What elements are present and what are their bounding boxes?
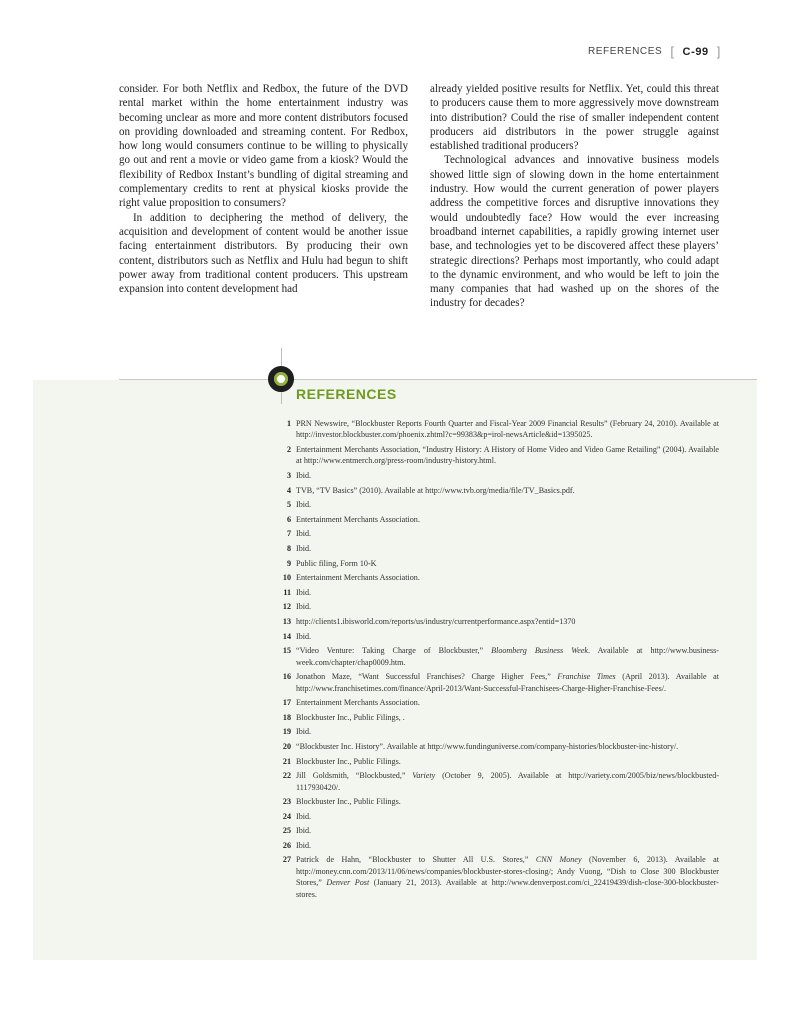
reference-text-segment: Patrick de Hahn, “Blockbuster to Shutter All U.S. Stores,”: [296, 855, 536, 865]
reference-text-segment: “Video Venture: Taking Charge of Blockbuster,”: [296, 646, 492, 656]
reference-text: [296, 485, 719, 496]
page-number: C-99: [682, 45, 709, 58]
running-head-bracket-left: [: [670, 44, 675, 59]
reference-text: [296, 444, 719, 467]
reference-number: 6: [286, 514, 291, 524]
reference-number: 24: [282, 811, 291, 821]
reference-item: [281, 470, 719, 481]
reference-item: [281, 697, 719, 708]
reference-number: 12: [282, 602, 291, 612]
reference-item: [281, 756, 719, 767]
body-paragraph: consider. For both Netflix and Redbox, the future of the DVD rental market within the home entertainment industry was becoming unclear as more and more content distributors focused on providing downloaded and streaming content. For Redbox, how long would consumers continue to be willing to physically go out and rent a movie or video game from a kiosk? Would the flexibility of Redbox Instant’s bundling of digital streaming and complementary credits to rent at physical kiosks provide the right value proposition to consumers?: [119, 83, 408, 210]
reference-text: [296, 514, 719, 525]
reference-number: 17: [282, 698, 291, 708]
reference-item: [281, 840, 719, 851]
reference-text: [296, 558, 719, 569]
reference-number: 27: [282, 855, 291, 865]
reference-text-segment: Blockbuster Inc., Public Filings.: [296, 756, 401, 766]
reference-item: [281, 418, 719, 441]
reference-number: 1: [286, 419, 291, 428]
reference-number: 7: [286, 529, 291, 539]
reference-text: [296, 543, 719, 554]
references-heading: REFERENCES: [296, 386, 397, 402]
reference-item: [281, 854, 719, 900]
reference-text-segment: Ibid.: [296, 811, 312, 821]
reference-number: 8: [286, 543, 291, 553]
body-column-right: [430, 82, 719, 311]
reference-item: [281, 601, 719, 612]
reference-text-segment: Blockbuster Inc., Public Filings.: [296, 797, 401, 807]
reference-text-segment: Jonathon Maze, “Want Successful Franchises? Charge Higher Fees,”: [296, 672, 558, 682]
reference-text: [296, 741, 719, 752]
reference-text-segment: Ibid.: [296, 840, 312, 850]
reference-text-segment: Ibid.: [296, 602, 312, 612]
reference-text-segment: Ibid.: [296, 727, 312, 737]
reference-text: [296, 796, 719, 807]
reference-text-segment: Entertainment Merchants Association.: [296, 573, 420, 583]
reference-number: 23: [282, 797, 291, 807]
body-paragraph: In addition to deciphering the method of delivery, the acquisition and development of content would be another issue facing entertainment distributors. By producing their own content, distributors such as Netflix and Hulu had begun to shift power away from traditional content producers. This upstream expansion into content development had: [119, 211, 408, 296]
reference-source-title: Variety: [412, 771, 436, 781]
reference-text-segment: Ibid.: [296, 587, 312, 597]
reference-text: [296, 840, 719, 851]
reference-text-segment: (November 6, 2013). Available at http://money.cnn.com/2013/11/06/news/companies/blockbuster-stores-closing/; Andy Vuong, “Dish to Close 300 Blockbuster Stores,”: [296, 855, 719, 888]
reference-source-title: Denver Post: [326, 878, 370, 888]
reference-number: 9: [286, 558, 291, 568]
reference-number: 14: [282, 631, 291, 641]
reference-item: [281, 671, 719, 694]
reference-source-title: CNN Money: [535, 855, 582, 865]
reference-text-segment: Ibid.: [296, 631, 312, 641]
reference-number: 20: [282, 741, 291, 751]
reference-item: [281, 587, 719, 598]
reference-source-title: Bloomberg Business Week: [491, 646, 589, 656]
body-column-left: [119, 82, 408, 296]
reference-item: [281, 543, 719, 554]
reference-number: 10: [282, 573, 291, 583]
reference-text-segment: . Available at http://www.business-week.com/chapter/chap0009.htm.: [296, 646, 719, 667]
reference-text: [296, 712, 719, 723]
references-list: [281, 418, 719, 903]
reference-text: [296, 418, 719, 441]
reference-number: 3: [286, 471, 291, 480]
reference-item: [281, 499, 719, 510]
reference-number: 16: [282, 672, 291, 682]
reference-text: [296, 645, 719, 668]
reference-text: [296, 572, 719, 583]
reference-item: [281, 616, 719, 627]
reference-text-segment: Ibid.: [296, 826, 312, 836]
reference-text: [296, 470, 719, 481]
reference-item: [281, 770, 719, 793]
reference-text: [296, 587, 719, 598]
reference-item: [281, 645, 719, 668]
reference-item: [281, 514, 719, 525]
reference-text: [296, 631, 719, 642]
reference-number: 13: [282, 616, 291, 626]
running-head-section: REFERENCES: [587, 46, 663, 57]
reference-text: [296, 697, 719, 708]
reference-text-segment: Ibid.: [296, 543, 312, 553]
reference-number: 18: [282, 712, 291, 722]
reference-item: [281, 485, 719, 496]
reference-text-segment: Entertainment Merchants Association.: [296, 698, 420, 708]
references-divider: [119, 379, 757, 380]
reference-text-segment: Public filing, Form 10-K: [296, 558, 377, 568]
reference-text-segment: Blockbuster Inc., Public Filings, .: [296, 712, 405, 722]
reference-text: [296, 811, 719, 822]
reference-text-segment: http://clients1.ibisworld.com/reports/us/industry/currentperformance.aspx?entid=1370: [296, 616, 576, 626]
reference-text: [296, 671, 719, 694]
reference-item: [281, 726, 719, 737]
reference-item: [281, 811, 719, 822]
reference-number: 4: [286, 485, 291, 495]
reference-item: [281, 825, 719, 836]
reference-number: 26: [282, 840, 291, 850]
references-ring-icon: [268, 366, 294, 392]
reference-text-segment: “Blockbuster Inc. History”. Available at http://www.fundinguniverse.com/company-histories/blockbuster-inc-history/.: [296, 741, 679, 751]
reference-text: [296, 825, 719, 836]
reference-text-segment: Ibid.: [296, 500, 312, 510]
reference-number: 21: [282, 756, 291, 766]
reference-text-segment: Jill Goldsmith, “Blockbusted,”: [296, 771, 413, 781]
reference-text: [296, 499, 719, 510]
reference-item: [281, 712, 719, 723]
reference-source-title: Franchise Times: [557, 672, 616, 682]
reference-number: 25: [282, 826, 291, 836]
reference-number: 11: [283, 587, 291, 597]
reference-item: [281, 572, 719, 583]
reference-text: [296, 601, 719, 612]
reference-text-segment: Entertainment Merchants Association.: [296, 514, 420, 524]
reference-text-segment: (April 2013). Available at http://www.franchisetimes.com/finance/April-2013/Want-Successful-Franchisees-Charge-Higher-Franchise-Fees/.: [296, 672, 720, 693]
reference-number: 15: [282, 646, 291, 656]
body-paragraph: Technological advances and innovative business models showed little sign of slowing down in the home entertainment industry. How would the current generation of power players address the competitive forces and disruptive innovations they would undoubtedly face? How would the ever increasing broadband internet capabilities, a rapidly growing internet user base, and technologies yet to be discovered affect these players’ strategic directions? Perhaps most importantly, who could adapt to the dynamic environment, and who would be left to join the many companies that had washed up on the shores of the industry for decades?: [430, 154, 719, 310]
reference-text-segment: (January 21, 2013). Available at http://www.denverpost.com/ci_22419439/dish-close-300-blockbuster-stores.: [296, 878, 720, 899]
reference-text: [296, 528, 719, 539]
running-head-bracket-right: ]: [716, 44, 721, 59]
reference-item: [281, 796, 719, 807]
reference-item: [281, 741, 719, 752]
reference-number: 19: [282, 727, 291, 737]
reference-number: 5: [286, 500, 291, 510]
reference-text-segment: PRN Newswire, “Blockbuster Reports Fourth Quarter and Fiscal-Year 2009 Financial Results” (February 24, 2010). Available at http://investor.blockbuster.com/phoenix.zhtml?c=99383&p=irol-newsArticle&id=1395025.: [296, 419, 719, 440]
reference-text: [296, 770, 719, 793]
reference-item: [281, 631, 719, 642]
reference-item: [281, 558, 719, 569]
reference-text: [296, 726, 719, 737]
reference-number: 22: [282, 771, 291, 781]
body-paragraph: already yielded positive results for Netflix. Yet, could this threat to producers cause them to more aggressively move downstream into distribution? Could the rise of smaller independent content producers aid distributors in the power struggle against established traditional producers?: [430, 83, 719, 153]
reference-text: [296, 854, 719, 900]
reference-text-segment: (October 9, 2005). Available at http://variety.com/2005/biz/news/blockbusted-1117930420/.: [296, 771, 720, 792]
reference-text: [296, 616, 719, 627]
reference-text-segment: Ibid.: [296, 471, 312, 480]
reference-text-segment: Entertainment Merchants Association, “Industry History: A History of Home Video and Video Game Retailing” (2004). Available at http://www.entmerch.org/press-room/industry-history.html.: [296, 445, 719, 466]
reference-item: [281, 528, 719, 539]
reference-item: [281, 444, 719, 467]
reference-text-segment: Ibid.: [296, 529, 312, 539]
reference-number: 2: [286, 445, 291, 454]
reference-text: [296, 756, 719, 767]
running-head: [588, 44, 721, 59]
reference-text-segment: TVB, “TV Basics” (2010). Available at http://www.tvb.org/media/file/TV_Basics.pdf.: [296, 485, 575, 495]
